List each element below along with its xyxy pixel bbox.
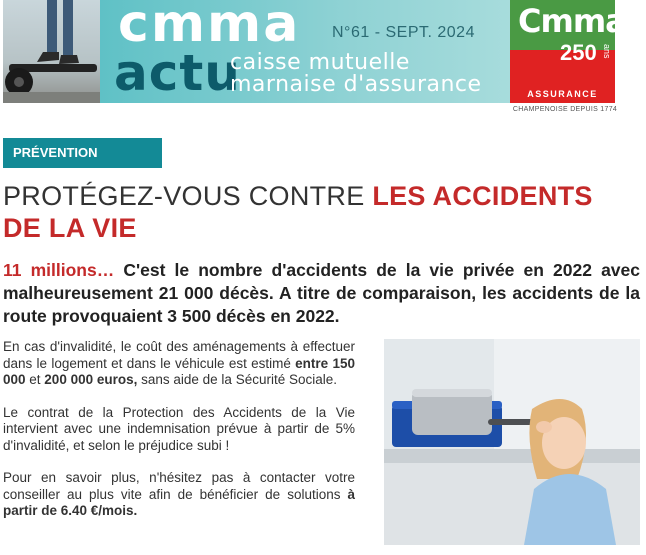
paragraph-3 xyxy=(3,470,355,520)
lead-highlight: 11 millions… xyxy=(3,260,115,280)
scooter-illustration xyxy=(3,0,100,103)
paragraph-1 xyxy=(3,339,355,389)
logo-band-text: ASSURANCE xyxy=(527,89,598,99)
title-part-2: LES ACCIDENTS DE LA VIE xyxy=(3,181,593,243)
p3-bold: à partir de 6.40 €/mois. xyxy=(3,486,355,518)
org-name xyxy=(230,52,482,96)
lead-text: C'est le nombre d'accidents de la vie privée en 2022 avec malheureusement 21 000 décès. A titre de comparaison, les accidents de la route provoquaient 3 500 décès en 2022. xyxy=(3,260,640,326)
article-body xyxy=(3,339,355,536)
cmma-logo xyxy=(510,0,626,103)
article-lead xyxy=(3,259,640,328)
p1-text-c: et xyxy=(25,372,45,387)
paragraph-2: Le contrat de la Protection des Accidents de la Vie intervient avec une indemnisation prévue à partir de 5% d'invalidité, et selon le préjudice subi ! xyxy=(3,404,355,453)
newsletter-banner xyxy=(0,0,646,118)
article-title xyxy=(3,180,633,244)
logo-anniversary: 250 xyxy=(560,40,597,65)
p1-bold-2: 200 000 euros, xyxy=(44,372,138,387)
org-line-1: caisse mutuelle xyxy=(230,50,410,75)
p3-text-a: Pour en savoir plus, n'hésitez pas à contacter votre conseiller au plus vite afin de bénéficier de solutions xyxy=(3,470,355,502)
masthead-brand: cmma xyxy=(118,0,301,54)
kitchen-child-illustration xyxy=(384,339,640,545)
logo-since: CHAMPENOISE DEPUIS 1774 xyxy=(512,106,618,113)
p1-text-d: sans aide de la Sécurité Sociale. xyxy=(137,372,337,387)
issue-number: N°61 - SEPT. 2024 xyxy=(332,24,475,41)
org-line-2: marnaise d'assurance xyxy=(230,72,482,97)
p1-bold-1: entre 150 000 xyxy=(3,355,355,387)
masthead-sub: actu xyxy=(114,44,241,102)
title-part-1: PROTÉGEZ-VOUS CONTRE xyxy=(3,181,373,211)
kitchen-child-photo xyxy=(384,339,640,545)
logo-text: Cmma xyxy=(518,2,626,40)
masthead xyxy=(100,0,510,103)
scooter-photo xyxy=(3,0,100,103)
logo-anniversary-unit: ans xyxy=(602,44,612,59)
section-tag: PRÉVENTION xyxy=(3,138,162,168)
p1-text-a: En cas d'invalidité, le coût des aménagements à effectuer dans le logement et dans le véhicule est estimé xyxy=(3,339,355,371)
